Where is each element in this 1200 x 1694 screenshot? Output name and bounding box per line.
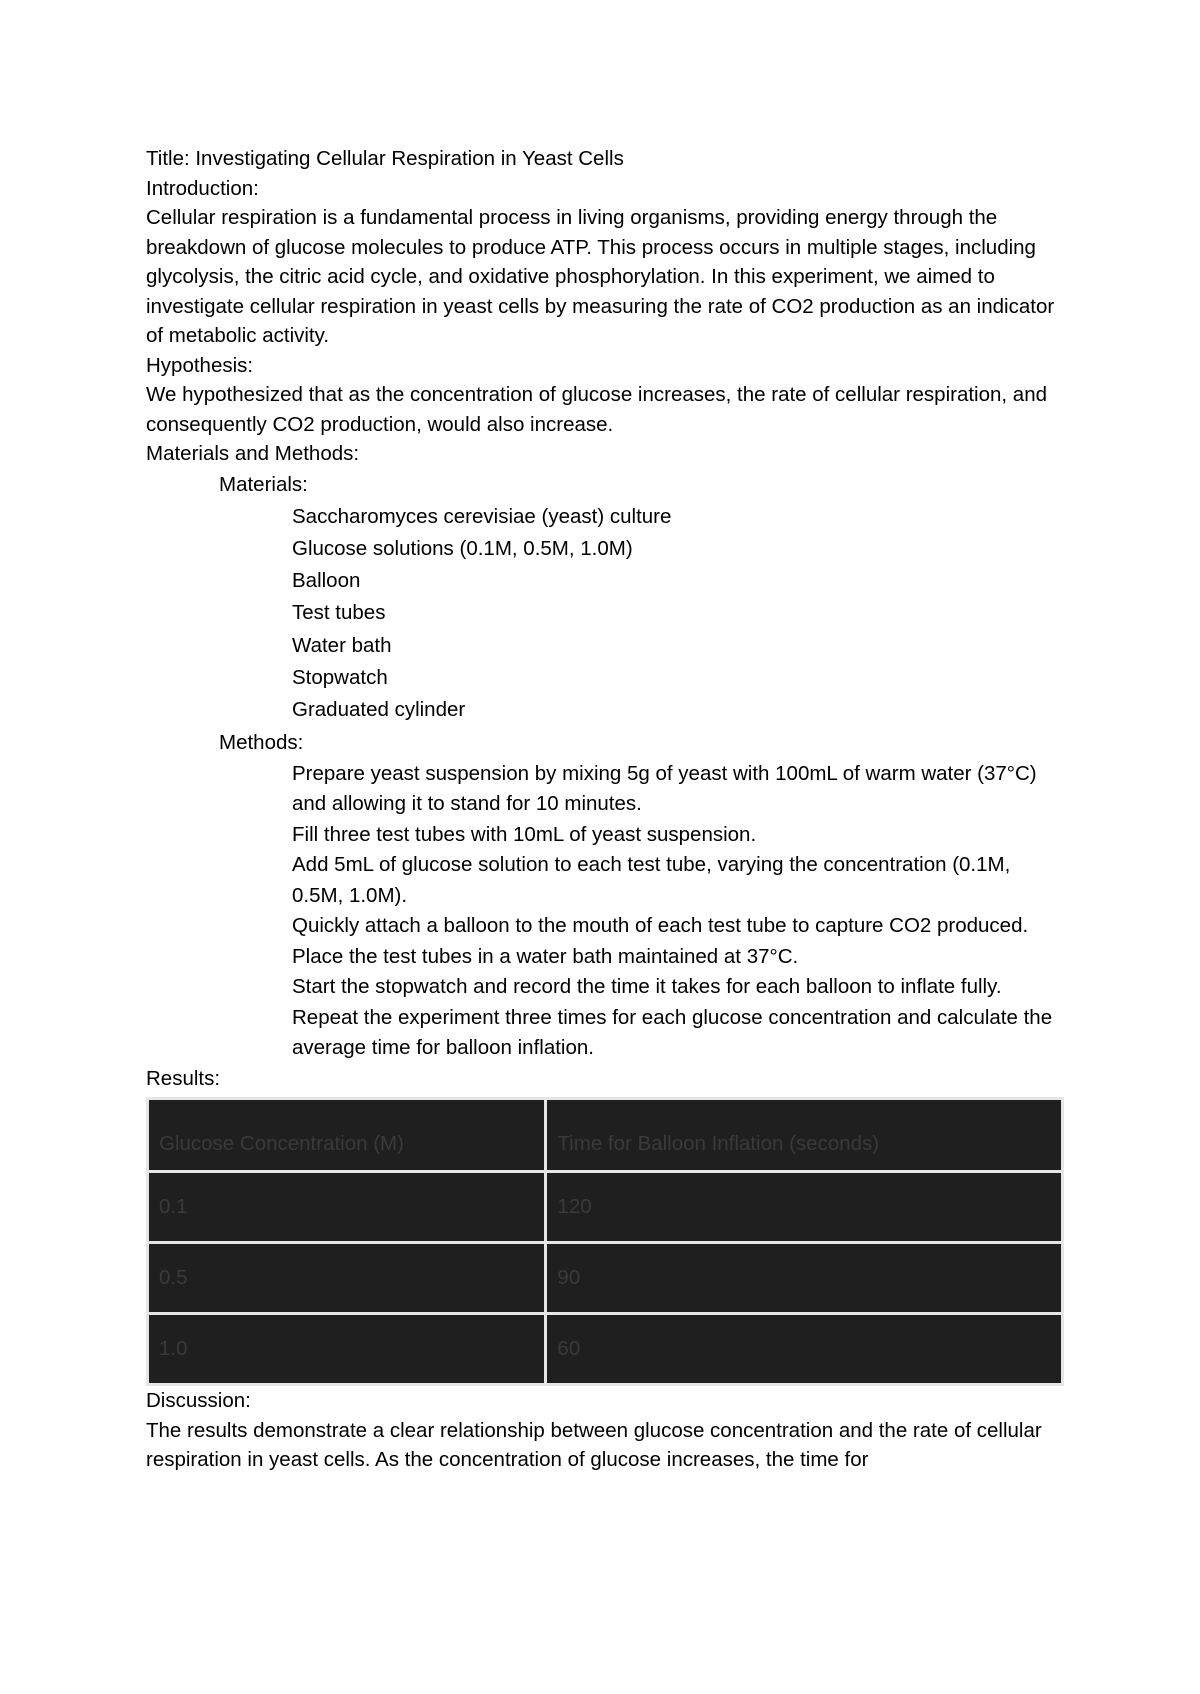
materials-item: Water bath bbox=[292, 633, 392, 657]
table-header-cell: Glucose Concentration (M) bbox=[149, 1100, 544, 1170]
methods-step: Add 5mL of glucose solution to each test tube, varying the concentration (0.1M, 0.5M, 1.0M). bbox=[292, 853, 1011, 907]
materials-item: Glucose solutions (0.1M, 0.5M, 1.0M) bbox=[292, 536, 633, 560]
table-cell: 0.5 bbox=[149, 1244, 544, 1312]
methods-step: Repeat the experiment three times for each glucose concentration and calculate the average time for balloon inflation. bbox=[292, 1005, 1053, 1060]
table-cell: 0.1 bbox=[149, 1173, 544, 1241]
materials-item: Balloon bbox=[292, 569, 361, 593]
methods-list bbox=[146, 759, 1066, 1064]
methods-step: Place the test tubes in a water bath maintained at 37°C. bbox=[292, 944, 799, 968]
discussion-heading: Discussion: bbox=[146, 1389, 251, 1413]
table-header-cell: Time for Balloon Inflation (seconds) bbox=[547, 1100, 1061, 1170]
document-title: Title: Investigating Cellular Respiration in Yeast Cells bbox=[146, 147, 624, 170]
document-body bbox=[146, 144, 1066, 1475]
materials-methods-heading: Materials and Methods: bbox=[146, 442, 360, 465]
introduction-text: Cellular respiration is a fundamental process in living organisms, providing energy through the breakdown of glucose molecules to produce ATP. This process occurs in multiple stages, including glycolysis, the citric acid cycle, and oxidative phosphorylation. In this experiment, we aimed to investigate cellular respiration in yeast cells by measuring the rate of CO2 production as an indicator of metabolic activity. bbox=[146, 206, 1055, 347]
introduction-heading: Introduction: bbox=[146, 176, 259, 200]
hypothesis-text: We hypothesized that as the concentration of glucose increases, the rate of cellular respiration, and consequently CO2 production, would also increase. bbox=[146, 383, 1048, 436]
methods-step: Fill three test tubes with 10mL of yeast suspension. bbox=[292, 822, 757, 846]
results-heading: Results: bbox=[146, 1066, 221, 1090]
materials-item: Saccharomyces cerevisiae (yeast) culture bbox=[292, 504, 672, 528]
methods-step: Quickly attach a balloon to the mouth of each test tube to capture CO2 produced. bbox=[292, 914, 1029, 938]
materials-heading: Materials: bbox=[219, 472, 308, 496]
table-row bbox=[149, 1315, 1061, 1383]
table-header-row bbox=[149, 1100, 1061, 1170]
materials-item: Stopwatch bbox=[292, 665, 388, 689]
results-table bbox=[146, 1097, 1064, 1386]
methods-step: Start the stopwatch and record the time it takes for each balloon to inflate fully. bbox=[292, 975, 1002, 999]
methods-step: Prepare yeast suspension by mixing 5g of yeast with 100mL of warm water (37°C) and allowing it to stand for 10 minutes. bbox=[292, 761, 1037, 816]
table-row bbox=[149, 1173, 1061, 1241]
table-row bbox=[149, 1244, 1061, 1312]
discussion-text: The results demonstrate a clear relationship between glucose concentration and the rate of cellular respiration in yeast cells. As the concentration of glucose increases, the time for bbox=[146, 1418, 1042, 1472]
methods-heading: Methods: bbox=[219, 730, 304, 754]
materials-item: Graduated cylinder bbox=[292, 698, 466, 722]
materials-list bbox=[146, 501, 1066, 727]
table-cell: 90 bbox=[547, 1244, 1061, 1312]
table-cell: 1.0 bbox=[149, 1315, 544, 1383]
materials-item: Test tubes bbox=[292, 601, 386, 625]
table-cell: 120 bbox=[547, 1173, 1061, 1241]
table-cell: 60 bbox=[547, 1315, 1061, 1383]
hypothesis-heading: Hypothesis: bbox=[146, 353, 254, 377]
